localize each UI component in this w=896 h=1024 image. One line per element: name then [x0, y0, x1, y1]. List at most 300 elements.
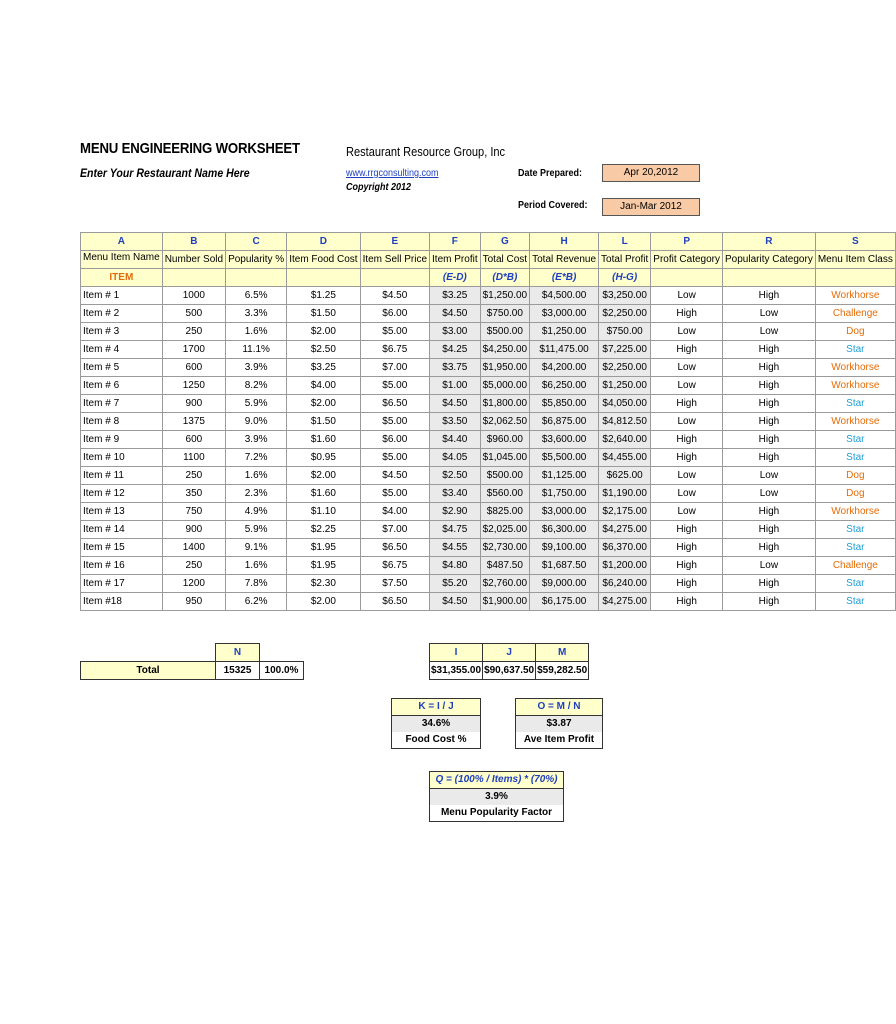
- profit-category-cell: Low: [651, 485, 723, 503]
- total-cost-cell: $500.00: [480, 323, 530, 341]
- date-prepared-value[interactable]: Apr 20,2012: [602, 164, 700, 182]
- period-covered-value[interactable]: Jan-Mar 2012: [602, 198, 700, 216]
- sell-price-cell[interactable]: $6.00: [360, 305, 429, 323]
- food-cost-cell[interactable]: $3.25: [287, 359, 360, 377]
- profit-category-cell: High: [651, 557, 723, 575]
- sell-price-cell[interactable]: $6.50: [360, 395, 429, 413]
- column-header: Popularity %: [226, 251, 287, 269]
- total-cost-cell: $487.50: [480, 557, 530, 575]
- total-revenue-cell: $1,125.00: [530, 467, 599, 485]
- column-formula: [360, 269, 429, 287]
- column-formula: [162, 269, 225, 287]
- menu-class-cell: Challenge: [815, 305, 895, 323]
- item-name-cell[interactable]: Item # 12: [81, 485, 163, 503]
- total-popularity: 100.0%: [260, 662, 304, 680]
- profit-category-cell: High: [651, 395, 723, 413]
- item-name-cell[interactable]: Item # 1: [81, 287, 163, 305]
- total-revenue-cell: $9,000.00: [530, 575, 599, 593]
- popularity-cell[interactable]: 4.9%: [226, 503, 287, 521]
- column-header: Item Sell Price: [360, 251, 429, 269]
- profit-category-cell: Low: [651, 287, 723, 305]
- menu-class-cell: Star: [815, 341, 895, 359]
- total-cost-cell: $2,025.00: [480, 521, 530, 539]
- item-name-cell[interactable]: Item # 15: [81, 539, 163, 557]
- page-title: MENU ENGINEERING WORKSHEET: [80, 140, 300, 157]
- total-profit-cell: $4,812.50: [599, 413, 651, 431]
- popularity-category-cell: Low: [723, 557, 816, 575]
- total-cost-cell: $2,760.00: [480, 575, 530, 593]
- column-header: Menu Item Class: [815, 251, 895, 269]
- total-profit-cell: $1,200.00: [599, 557, 651, 575]
- total-profit-cell: $6,240.00: [599, 575, 651, 593]
- total-revenue-cell: $5,850.00: [530, 395, 599, 413]
- avg-profit-label: Ave Item Profit: [516, 732, 602, 748]
- total-revenue-cell: $3,600.00: [530, 431, 599, 449]
- sell-price-cell[interactable]: $7.00: [360, 359, 429, 377]
- table-row: [81, 431, 896, 449]
- total-profit-cell: $1,190.00: [599, 485, 651, 503]
- total-cost-cell: $2,062.50: [480, 413, 530, 431]
- column-header: Total Profit: [599, 251, 651, 269]
- total-revenue-cell: $6,300.00: [530, 521, 599, 539]
- table-row: [81, 413, 896, 431]
- table-row: [81, 395, 896, 413]
- total-profit-cell: $750.00: [599, 323, 651, 341]
- popularity-category-cell: High: [723, 593, 816, 611]
- popularity-category-cell: High: [723, 575, 816, 593]
- column-letter: B: [162, 233, 225, 251]
- sell-price-cell[interactable]: $5.00: [360, 413, 429, 431]
- popularity-category-cell: High: [723, 413, 816, 431]
- number-sold-cell[interactable]: 1375: [162, 413, 225, 431]
- total-revenue: $90,637.50: [483, 662, 536, 680]
- total-profit: $59,282.50: [536, 662, 589, 680]
- profit-category-cell: High: [651, 521, 723, 539]
- menu-class-cell: Star: [815, 539, 895, 557]
- table-row: [81, 575, 896, 593]
- total-cost-cell: $825.00: [480, 503, 530, 521]
- item-name-cell[interactable]: Item # 6: [81, 377, 163, 395]
- item-profit-cell: $4.50: [430, 395, 481, 413]
- table-row: [81, 305, 896, 323]
- popularity-factor-value: 3.9%: [430, 789, 563, 805]
- menu-class-cell: Star: [815, 521, 895, 539]
- food-cost-label: Food Cost %: [392, 732, 480, 748]
- food-cost-cell[interactable]: $2.00: [287, 467, 360, 485]
- popularity-category-cell: High: [723, 359, 816, 377]
- total-revenue-cell: $4,200.00: [530, 359, 599, 377]
- table-row: [81, 287, 896, 305]
- column-letter-row: [81, 233, 896, 251]
- sell-price-cell[interactable]: $5.00: [360, 377, 429, 395]
- item-name-cell[interactable]: Item # 7: [81, 395, 163, 413]
- column-letter: G: [480, 233, 530, 251]
- item-profit-cell: $2.90: [430, 503, 481, 521]
- food-cost-cell[interactable]: $4.00: [287, 377, 360, 395]
- column-letter: E: [360, 233, 429, 251]
- food-cost-cell[interactable]: $2.00: [287, 593, 360, 611]
- table-row: [81, 341, 896, 359]
- column-formula: (E*B): [530, 269, 599, 287]
- column-header: Item Profit: [430, 251, 481, 269]
- total-profit-cell: $4,275.00: [599, 521, 651, 539]
- food-cost-cell[interactable]: $1.50: [287, 413, 360, 431]
- column-formula-row: [81, 269, 896, 287]
- sell-price-cell[interactable]: $4.50: [360, 467, 429, 485]
- table-row: [81, 323, 896, 341]
- number-sold-cell[interactable]: 900: [162, 395, 225, 413]
- table-row: [81, 377, 896, 395]
- table-row: [81, 593, 896, 611]
- avg-profit-box: [515, 698, 603, 749]
- item-profit-cell: $3.50: [430, 413, 481, 431]
- total-cost-cell: $1,045.00: [480, 449, 530, 467]
- popularity-cell[interactable]: 6.2%: [226, 593, 287, 611]
- food-cost-cell[interactable]: $1.60: [287, 485, 360, 503]
- sell-price-cell[interactable]: $4.50: [360, 287, 429, 305]
- popularity-category-cell: High: [723, 287, 816, 305]
- column-formula: [815, 269, 895, 287]
- food-cost-cell[interactable]: $1.10: [287, 503, 360, 521]
- popularity-cell[interactable]: 6.5%: [226, 287, 287, 305]
- column-letter: D: [287, 233, 360, 251]
- item-name-cell[interactable]: Item # 10: [81, 449, 163, 467]
- table-row: [81, 485, 896, 503]
- column-letter: R: [723, 233, 816, 251]
- sell-price-cell[interactable]: $6.00: [360, 431, 429, 449]
- table-row: [81, 359, 896, 377]
- total-revenue-cell: $1,750.00: [530, 485, 599, 503]
- total-cost-cell: $560.00: [480, 485, 530, 503]
- popularity-factor-formula: Q = (100% / Items) * (70%): [430, 772, 563, 789]
- total-number-sold: 15325: [216, 662, 260, 680]
- number-sold-cell[interactable]: 250: [162, 557, 225, 575]
- popularity-category-cell: High: [723, 539, 816, 557]
- popularity-cell[interactable]: 5.9%: [226, 395, 287, 413]
- column-letter: H: [530, 233, 599, 251]
- column-formula: [226, 269, 287, 287]
- total-profit-cell: $2,250.00: [599, 359, 651, 377]
- table-row: [81, 449, 896, 467]
- total-revenue-cell: $3,000.00: [530, 503, 599, 521]
- profit-category-cell: Low: [651, 413, 723, 431]
- number-sold-cell[interactable]: 1250: [162, 377, 225, 395]
- sell-price-cell[interactable]: $6.75: [360, 557, 429, 575]
- food-cost-cell[interactable]: $1.60: [287, 431, 360, 449]
- total-profit-cell: $1,250.00: [599, 377, 651, 395]
- food-cost-cell[interactable]: $2.00: [287, 323, 360, 341]
- column-formula: [651, 269, 723, 287]
- food-cost-box: [391, 698, 481, 749]
- item-name-cell[interactable]: Item # 11: [81, 467, 163, 485]
- column-letter: P: [651, 233, 723, 251]
- column-formula: (H-G): [599, 269, 651, 287]
- number-sold-cell[interactable]: 750: [162, 503, 225, 521]
- popularity-category-cell: Low: [723, 323, 816, 341]
- column-letter: F: [430, 233, 481, 251]
- menu-class-cell: Star: [815, 431, 895, 449]
- profit-category-cell: High: [651, 449, 723, 467]
- profit-category-cell: High: [651, 341, 723, 359]
- popularity-cell[interactable]: 8.2%: [226, 377, 287, 395]
- menu-class-cell: Workhorse: [815, 377, 895, 395]
- item-name-cell[interactable]: Item # 16: [81, 557, 163, 575]
- i-letter: I: [430, 644, 483, 662]
- profit-category-cell: High: [651, 593, 723, 611]
- total-profit-cell: $4,275.00: [599, 593, 651, 611]
- number-sold-cell[interactable]: 600: [162, 359, 225, 377]
- popularity-cell[interactable]: 9.0%: [226, 413, 287, 431]
- item-profit-cell: $4.05: [430, 449, 481, 467]
- popularity-category-cell: Low: [723, 485, 816, 503]
- item-profit-cell: $4.80: [430, 557, 481, 575]
- food-cost-formula: K = I / J: [392, 699, 480, 716]
- number-sold-cell[interactable]: 1100: [162, 449, 225, 467]
- number-sold-cell[interactable]: 1000: [162, 287, 225, 305]
- total-revenue-cell: $1,687.50: [530, 557, 599, 575]
- total-cost-cell: $960.00: [480, 431, 530, 449]
- column-formula: (E-D): [430, 269, 481, 287]
- avg-profit-value: $3.87: [516, 716, 602, 732]
- number-sold-cell[interactable]: 250: [162, 467, 225, 485]
- total-revenue-cell: $6,875.00: [530, 413, 599, 431]
- number-sold-cell[interactable]: 900: [162, 521, 225, 539]
- company-name: Restaurant Resource Group, Inc: [346, 144, 506, 159]
- food-cost-cell[interactable]: $1.95: [287, 539, 360, 557]
- food-cost-cell[interactable]: $1.25: [287, 287, 360, 305]
- popularity-cell[interactable]: 11.1%: [226, 341, 287, 359]
- column-formula: [287, 269, 360, 287]
- total-profit-cell: $625.00: [599, 467, 651, 485]
- popularity-category-cell: High: [723, 503, 816, 521]
- popularity-cell[interactable]: 1.6%: [226, 467, 287, 485]
- column-header-row: [81, 251, 896, 269]
- sell-price-cell[interactable]: $5.00: [360, 323, 429, 341]
- profit-category-cell: Low: [651, 503, 723, 521]
- total-profit-cell: $6,370.00: [599, 539, 651, 557]
- avg-profit-formula: O = M / N: [516, 699, 602, 716]
- sell-price-cell[interactable]: $7.50: [360, 575, 429, 593]
- total-cost-cell: $2,730.00: [480, 539, 530, 557]
- total-revenue-cell: $1,250.00: [530, 323, 599, 341]
- popularity-cell[interactable]: 7.2%: [226, 449, 287, 467]
- total-cost-cell: $4,250.00: [480, 341, 530, 359]
- item-name-cell[interactable]: Item # 9: [81, 431, 163, 449]
- profit-category-cell: Low: [651, 377, 723, 395]
- number-sold-cell[interactable]: 950: [162, 593, 225, 611]
- total-revenue-cell: $9,100.00: [530, 539, 599, 557]
- total-cost-cell: $5,000.00: [480, 377, 530, 395]
- number-sold-cell[interactable]: 500: [162, 305, 225, 323]
- total-cost-cell: $1,250.00: [480, 287, 530, 305]
- column-header: Total Revenue: [530, 251, 599, 269]
- sell-price-cell[interactable]: $5.00: [360, 449, 429, 467]
- item-name-cell[interactable]: Item # 2: [81, 305, 163, 323]
- n-letter: N: [216, 644, 260, 662]
- menu-class-cell: Workhorse: [815, 359, 895, 377]
- number-sold-cell[interactable]: 250: [162, 323, 225, 341]
- item-profit-cell: $2.50: [430, 467, 481, 485]
- column-formula: [723, 269, 816, 287]
- popularity-cell[interactable]: 9.1%: [226, 539, 287, 557]
- profit-category-cell: Low: [651, 359, 723, 377]
- popularity-category-cell: High: [723, 521, 816, 539]
- item-profit-cell: $4.50: [430, 593, 481, 611]
- food-cost-cell[interactable]: $1.50: [287, 305, 360, 323]
- item-profit-cell: $1.00: [430, 377, 481, 395]
- item-profit-cell: $4.55: [430, 539, 481, 557]
- total-profit-cell: $2,640.00: [599, 431, 651, 449]
- total-revenue-cell: $6,250.00: [530, 377, 599, 395]
- total-cost-cell: $1,950.00: [480, 359, 530, 377]
- popularity-cell[interactable]: 3.9%: [226, 431, 287, 449]
- item-profit-cell: $4.25: [430, 341, 481, 359]
- item-profit-cell: $3.00: [430, 323, 481, 341]
- column-header: Total Cost: [480, 251, 530, 269]
- number-sold-cell[interactable]: 1700: [162, 341, 225, 359]
- menu-class-cell: Workhorse: [815, 287, 895, 305]
- menu-class-cell: Star: [815, 449, 895, 467]
- item-name-cell[interactable]: Item # 8: [81, 413, 163, 431]
- copyright-text: Copyright 2012: [346, 182, 412, 193]
- item-name-cell[interactable]: Item # 3: [81, 323, 163, 341]
- item-name-cell[interactable]: Item #18: [81, 593, 163, 611]
- totals-table: [80, 643, 304, 680]
- popularity-category-cell: High: [723, 449, 816, 467]
- item-profit-cell: $4.75: [430, 521, 481, 539]
- food-cost-cell[interactable]: $2.25: [287, 521, 360, 539]
- total-cost-cell: $750.00: [480, 305, 530, 323]
- restaurant-name-field[interactable]: Enter Your Restaurant Name Here: [80, 166, 250, 180]
- column-letter: S: [815, 233, 895, 251]
- column-header: Item Food Cost: [287, 251, 360, 269]
- total-revenue-cell: $6,175.00: [530, 593, 599, 611]
- menu-items-table: [80, 232, 896, 611]
- food-cost-cell[interactable]: $0.95: [287, 449, 360, 467]
- total-revenue-cell: $11,475.00: [530, 341, 599, 359]
- popularity-category-cell: High: [723, 395, 816, 413]
- total-profit-cell: $4,050.00: [599, 395, 651, 413]
- table-row: [81, 467, 896, 485]
- column-header: Number Sold: [162, 251, 225, 269]
- food-cost-value: 34.6%: [392, 716, 480, 732]
- item-name-cell[interactable]: Item # 13: [81, 503, 163, 521]
- item-profit-cell: $3.25: [430, 287, 481, 305]
- total-revenue-cell: $4,500.00: [530, 287, 599, 305]
- popularity-category-cell: High: [723, 377, 816, 395]
- popularity-category-cell: Low: [723, 467, 816, 485]
- profit-category-cell: Low: [651, 323, 723, 341]
- date-prepared-label: Date Prepared:: [518, 168, 583, 179]
- popularity-cell[interactable]: 7.8%: [226, 575, 287, 593]
- item-name-cell[interactable]: Item # 5: [81, 359, 163, 377]
- number-sold-cell[interactable]: 1200: [162, 575, 225, 593]
- popularity-cell[interactable]: 2.3%: [226, 485, 287, 503]
- profit-category-cell: High: [651, 575, 723, 593]
- total-cost-cell: $1,900.00: [480, 593, 530, 611]
- item-profit-cell: $3.75: [430, 359, 481, 377]
- item-profit-cell: $5.20: [430, 575, 481, 593]
- food-cost-cell[interactable]: $2.00: [287, 395, 360, 413]
- total-profit-cell: $4,455.00: [599, 449, 651, 467]
- total-profit-cell: $2,175.00: [599, 503, 651, 521]
- popularity-category-cell: High: [723, 341, 816, 359]
- item-name-cell[interactable]: Item # 17: [81, 575, 163, 593]
- popularity-category-cell: High: [723, 431, 816, 449]
- total-revenue-cell: $5,500.00: [530, 449, 599, 467]
- sell-price-cell[interactable]: $4.00: [360, 503, 429, 521]
- popularity-cell[interactable]: 3.3%: [226, 305, 287, 323]
- number-sold-cell[interactable]: 1400: [162, 539, 225, 557]
- popularity-cell[interactable]: 1.6%: [226, 323, 287, 341]
- website-link[interactable]: www.rrgconsulting.com: [346, 168, 439, 179]
- food-cost-cell[interactable]: $2.50: [287, 341, 360, 359]
- popularity-cell[interactable]: 5.9%: [226, 521, 287, 539]
- table-row: [81, 521, 896, 539]
- item-name-cell[interactable]: Item # 4: [81, 341, 163, 359]
- totals-money-table: [429, 643, 589, 680]
- number-sold-cell[interactable]: 600: [162, 431, 225, 449]
- column-header: Popularity Category: [723, 251, 816, 269]
- menu-class-cell: Dog: [815, 323, 895, 341]
- menu-class-cell: Workhorse: [815, 413, 895, 431]
- item-profit-cell: $4.50: [430, 305, 481, 323]
- table-row: [81, 539, 896, 557]
- popularity-cell[interactable]: 1.6%: [226, 557, 287, 575]
- period-covered-label: Period Covered:: [518, 200, 588, 211]
- sell-price-cell[interactable]: $6.50: [360, 593, 429, 611]
- number-sold-cell[interactable]: 350: [162, 485, 225, 503]
- total-cost: $31,355.00: [430, 662, 483, 680]
- column-formula: (D*B): [480, 269, 530, 287]
- menu-class-cell: Dog: [815, 467, 895, 485]
- total-revenue-cell: $3,000.00: [530, 305, 599, 323]
- total-profit-cell: $3,250.00: [599, 287, 651, 305]
- menu-class-cell: Star: [815, 395, 895, 413]
- menu-class-cell: Star: [815, 575, 895, 593]
- popularity-factor-label: Menu Popularity Factor: [430, 805, 563, 821]
- menu-class-cell: Star: [815, 593, 895, 611]
- profit-category-cell: High: [651, 539, 723, 557]
- item-header-label: ITEM: [81, 269, 163, 287]
- popularity-factor-box: [429, 771, 564, 822]
- sell-price-cell[interactable]: $5.00: [360, 485, 429, 503]
- total-label: Total: [81, 662, 216, 680]
- item-name-cell[interactable]: Item # 14: [81, 521, 163, 539]
- j-letter: J: [483, 644, 536, 662]
- sell-price-cell[interactable]: $6.75: [360, 341, 429, 359]
- sell-price-cell[interactable]: $6.50: [360, 539, 429, 557]
- item-profit-cell: $4.40: [430, 431, 481, 449]
- profit-category-cell: High: [651, 431, 723, 449]
- column-letter: A: [81, 233, 163, 251]
- total-profit-cell: $7,225.00: [599, 341, 651, 359]
- sell-price-cell[interactable]: $7.00: [360, 521, 429, 539]
- food-cost-cell[interactable]: $2.30: [287, 575, 360, 593]
- total-cost-cell: $500.00: [480, 467, 530, 485]
- total-profit-cell: $2,250.00: [599, 305, 651, 323]
- menu-class-cell: Workhorse: [815, 503, 895, 521]
- profit-category-cell: High: [651, 305, 723, 323]
- total-cost-cell: $1,800.00: [480, 395, 530, 413]
- menu-class-cell: Challenge: [815, 557, 895, 575]
- popularity-cell[interactable]: 3.9%: [226, 359, 287, 377]
- column-letter: L: [599, 233, 651, 251]
- popularity-category-cell: Low: [723, 305, 816, 323]
- column-header: Profit Category: [651, 251, 723, 269]
- menu-class-cell: Dog: [815, 485, 895, 503]
- food-cost-cell[interactable]: $1.95: [287, 557, 360, 575]
